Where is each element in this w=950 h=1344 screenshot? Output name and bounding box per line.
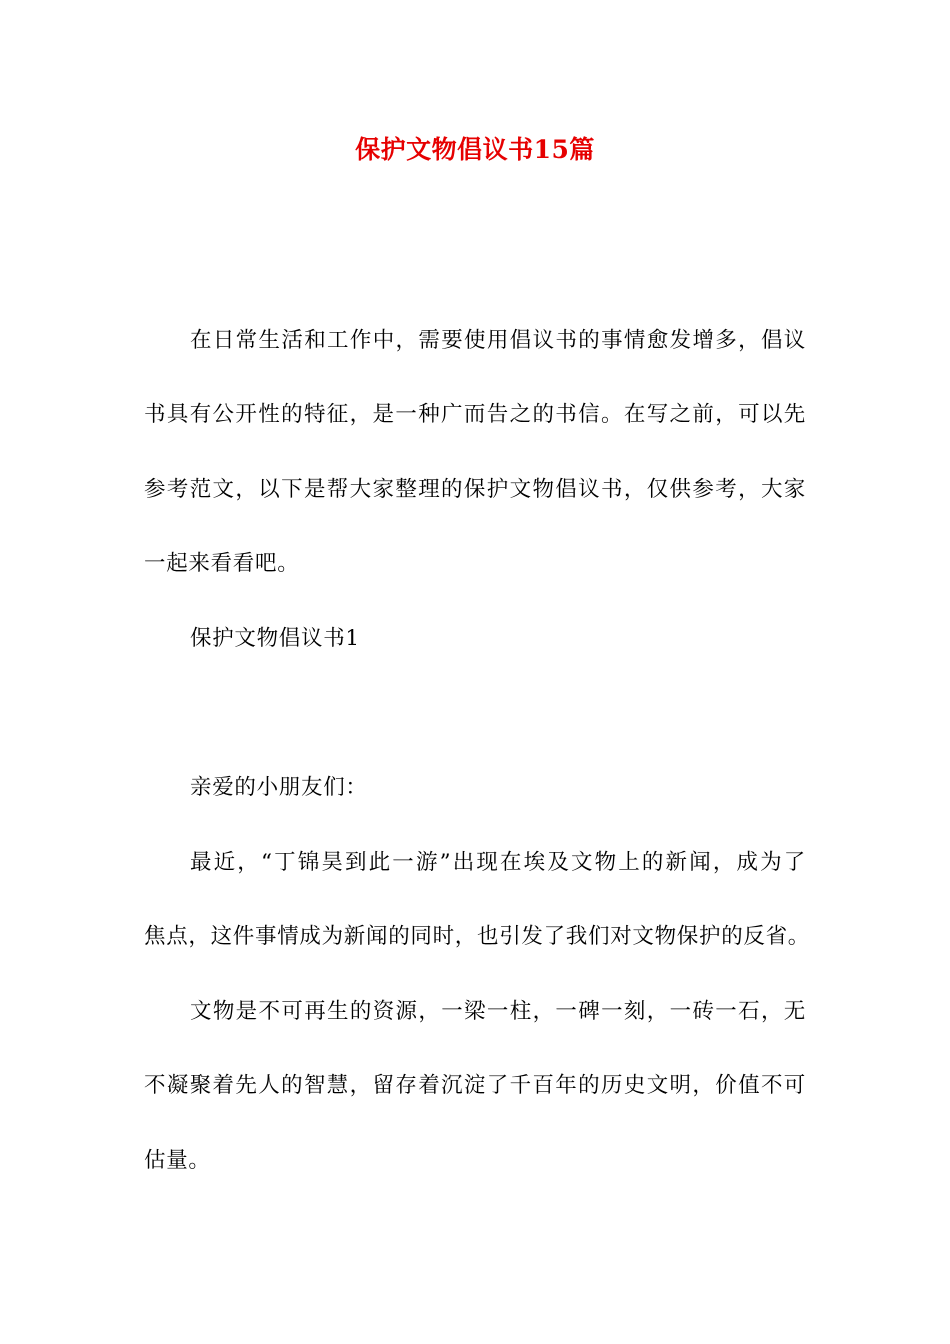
intro-line-1: 在日常生活和工作中，需要使用倡议书的事情愈发增多，倡议 bbox=[190, 328, 806, 353]
section-heading: 保护文物倡议书1 bbox=[190, 626, 360, 651]
paragraph2-line-3: 估量。 bbox=[144, 1148, 211, 1173]
salutation: 亲爱的小朋友们： bbox=[190, 775, 368, 800]
paragraph1-line-2: 焦点，这件事情成为新闻的同时，也引发了我们对文物保护的反省。 bbox=[144, 924, 811, 949]
intro-line-4: 一起来看看吧。 bbox=[144, 551, 300, 576]
document-title: 保护文物倡议书15篇 bbox=[355, 135, 595, 164]
intro-line-2: 书具有公开性的特征，是一种广而告之的书信。在写之前，可以先 bbox=[144, 402, 806, 427]
paragraph2-line-2: 不凝聚着先人的智慧，留存着沉淀了千百年的历史文明，价值不可 bbox=[144, 1073, 806, 1098]
paragraph1-line-1: 最近，“丁锦昊到此一游”出现在埃及文物上的新闻，成为了 bbox=[190, 850, 806, 875]
intro-line-3: 参考范文，以下是帮大家整理的保护文物倡议书，仅供参考，大家 bbox=[144, 477, 806, 502]
paragraph2-line-1: 文物是不可再生的资源，一梁一柱，一碑一刻，一砖一石，无 bbox=[190, 999, 806, 1024]
